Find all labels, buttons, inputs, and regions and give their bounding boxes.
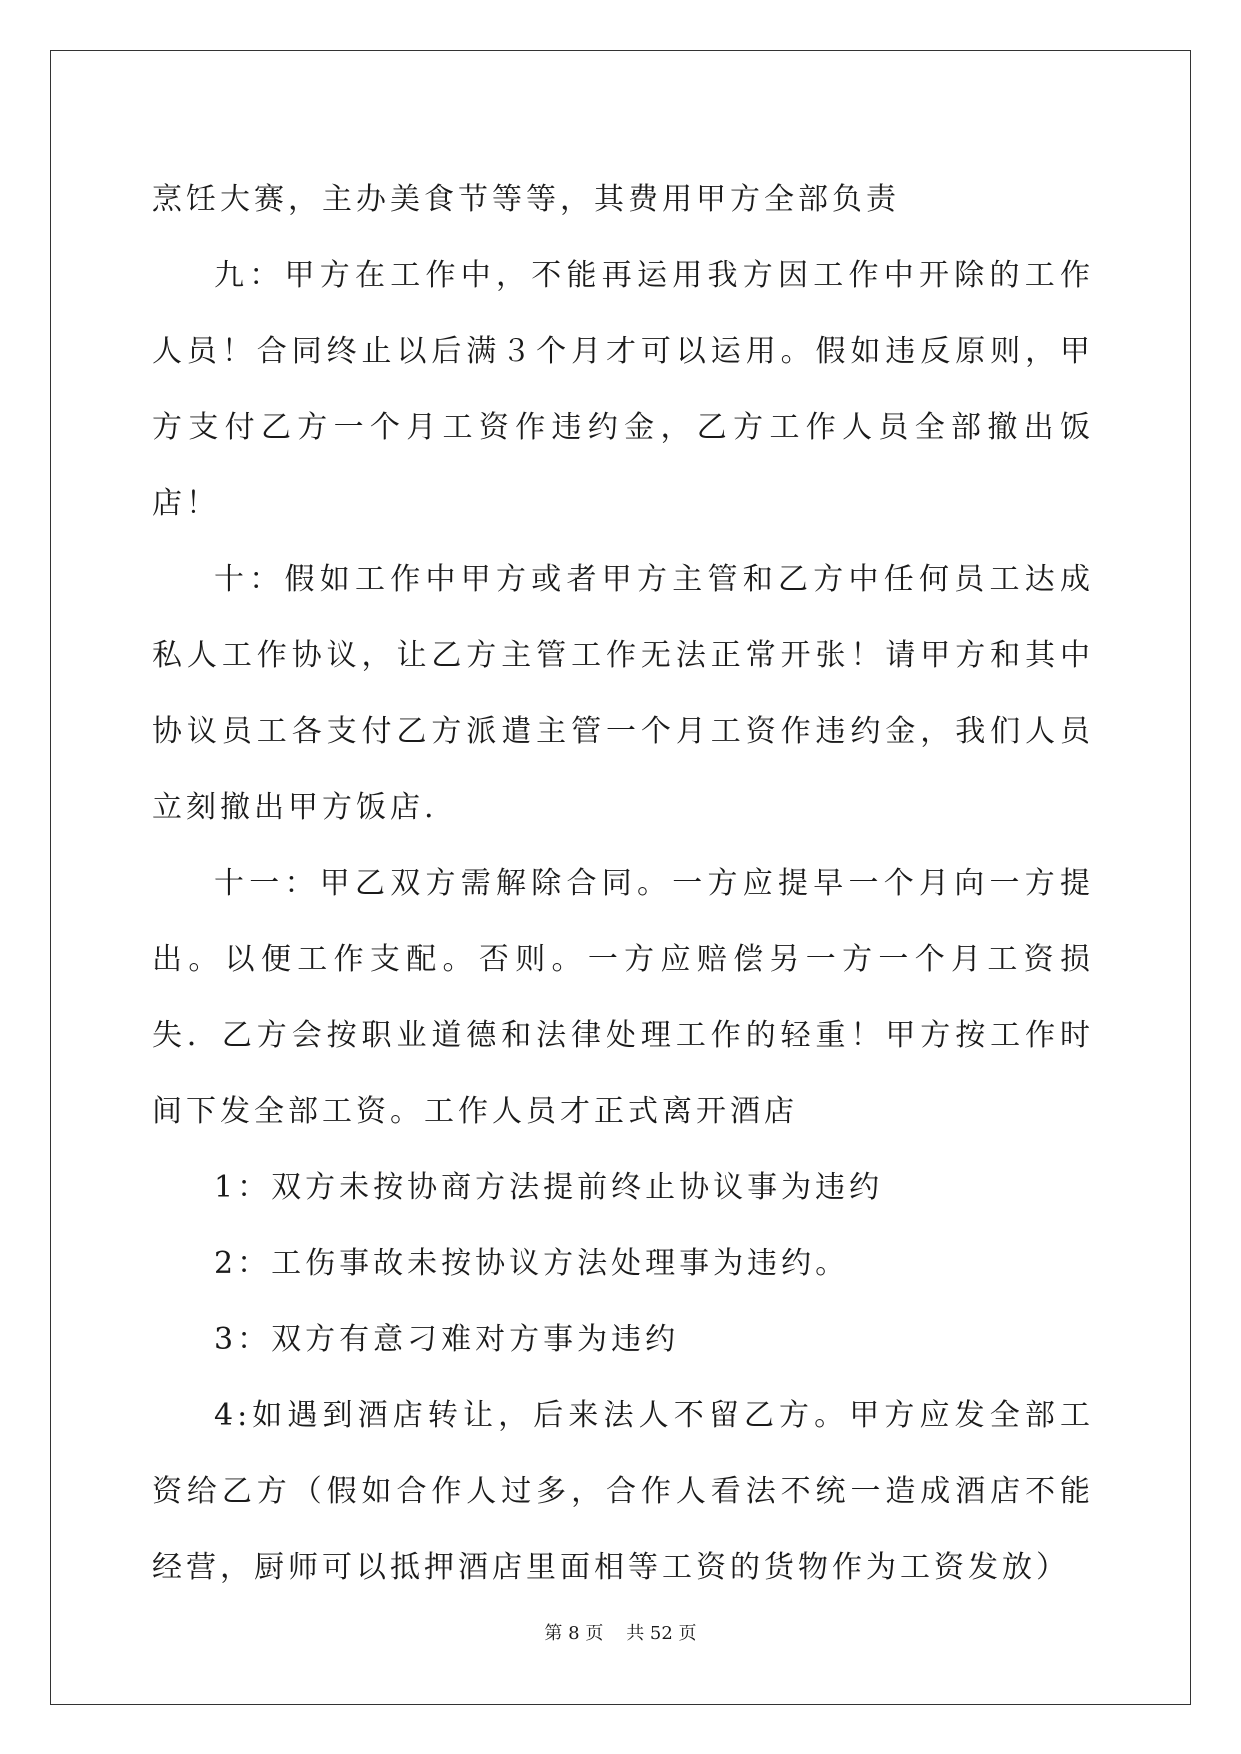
paragraph-clause-9: 九：甲方在工作中，不能再运用我方因工作中开除的工作人员！合同终止以后满３个月才可以运用。假如违反原则，甲方支付乙方一个月工资作违约金，乙方工作人员全部撤出饭店！: [152, 258, 1094, 521]
list-item-1: 1：双方未按协商方法提前终止协议事为违约: [214, 1170, 884, 1205]
list-item-2: 2：工伤事故未按协议方法处理事为违约。: [214, 1246, 850, 1281]
page-number-footer: 第 8 页 共 52 页: [544, 1623, 697, 1644]
list-item-3: 3：双方有意刁难对方事为违约: [214, 1322, 680, 1357]
document-body: [152, 162, 1094, 1606]
list-item-4: 4:如遇到酒店转让，后来法人不留乙方。甲方应发全部工资给乙方（假如合作人过多，合作人看法不统一造成酒店不能经营，厨师可以抵押酒店里面相等工资的货物作为工资发放）: [152, 1398, 1094, 1585]
paragraph-clause-10: 十：假如工作中甲方或者甲方主管和乙方中任何员工达成私人工作协议，让乙方主管工作无法正常开张！请甲方和其中协议员工各支付乙方派遣主管一个月工资作违约金，我们人员立刻撤出甲方饭店.: [152, 562, 1094, 825]
paragraph-0: 烹饪大赛，主办美食节等等，其费用甲方全部负责: [152, 182, 900, 217]
paragraph-clause-11: 十一：甲乙双方需解除合同。一方应提早一个月向一方提出。以便工作支配。否则。一方应赔偿另一方一个月工资损失．乙方会按职业道德和法律处理工作的轻重！甲方按工作时间下发全部工资。工作人员才正式离开酒店: [152, 866, 1094, 1129]
